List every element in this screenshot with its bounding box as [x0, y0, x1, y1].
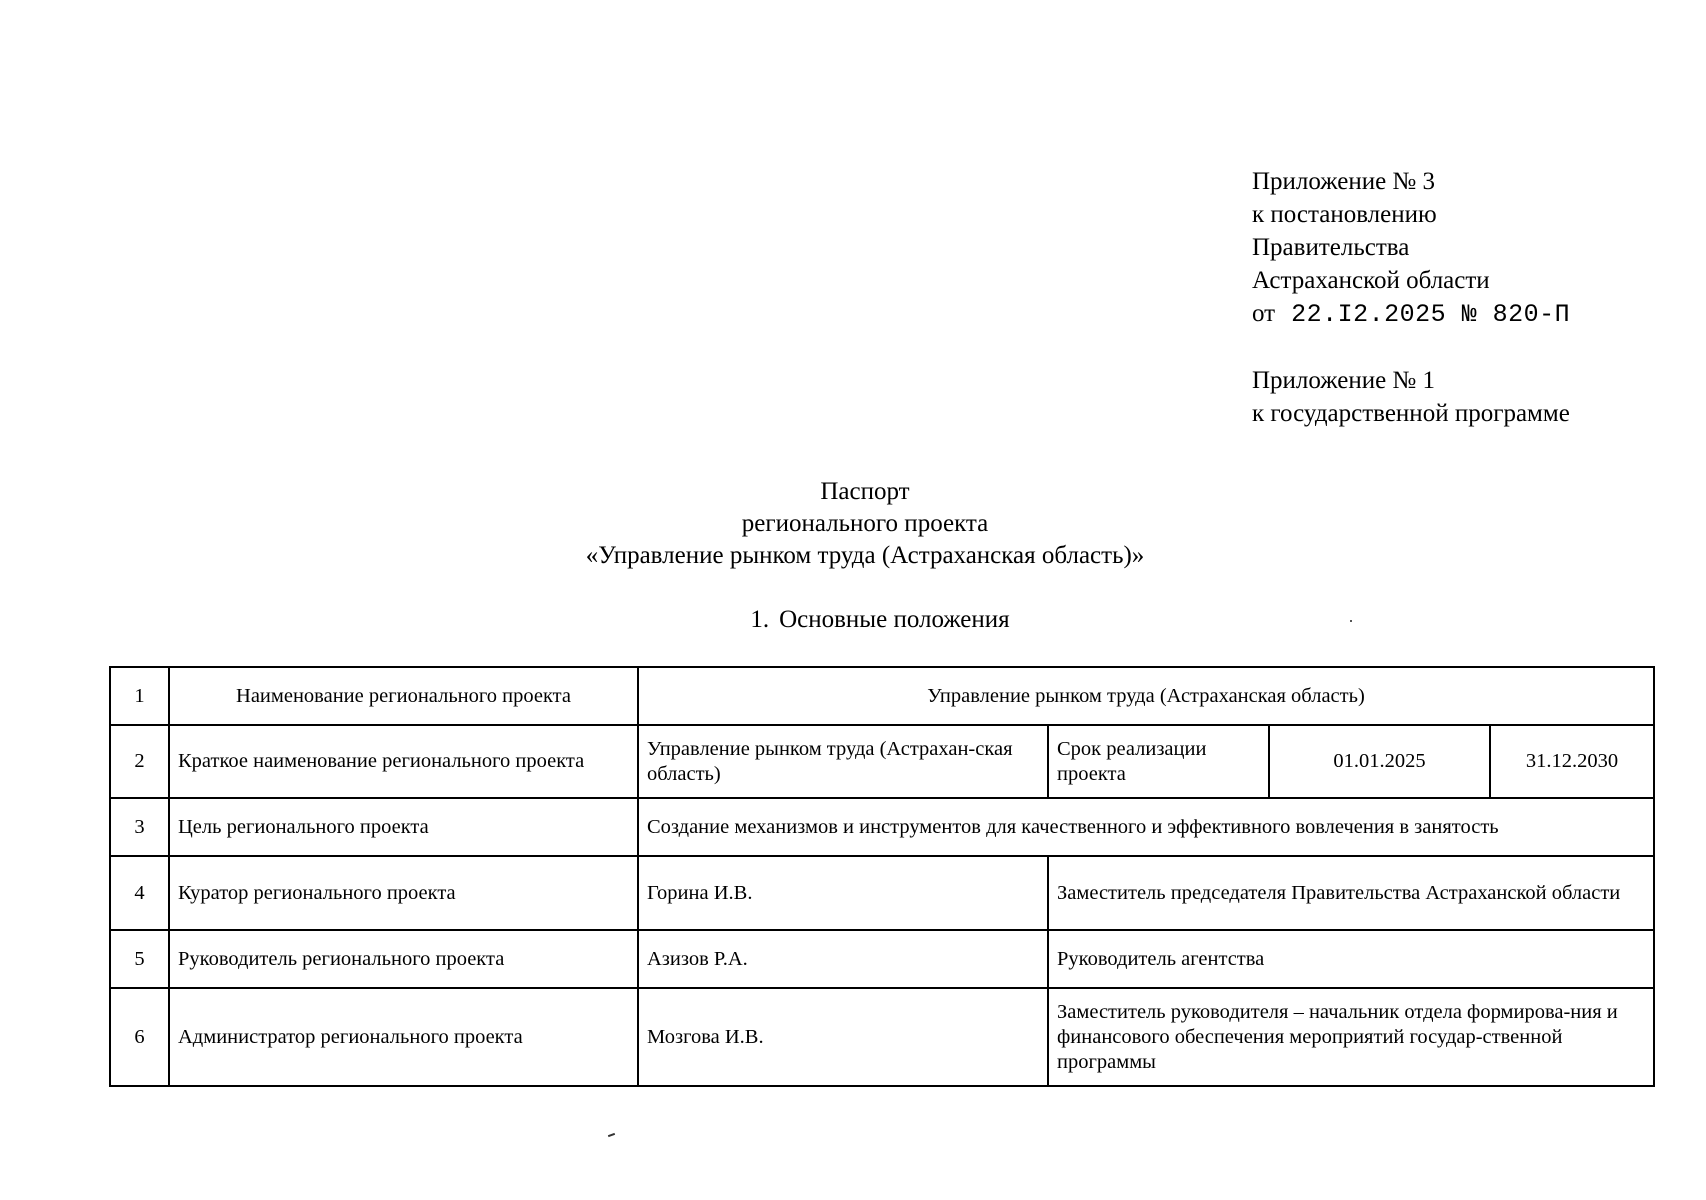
appendix-line: Астраханской области [1252, 267, 1490, 294]
resolution-date-number: 22.I2.2025 № 820-П [1291, 300, 1571, 329]
table-row [110, 798, 1654, 856]
row-number: 5 [110, 930, 169, 988]
row-number: 1 [110, 667, 169, 725]
appendix-line: Приложение № 1 [1252, 367, 1436, 394]
row-number: 2 [110, 725, 169, 798]
row-number: 3 [110, 798, 169, 856]
appendix-line: Правительства [1252, 234, 1410, 261]
person-position: Заместитель руководителя – начальник отдела формирова-ния и финансового обеспечения мероприятий государ-ственной программы [1048, 988, 1654, 1086]
table-row [110, 988, 1654, 1086]
row-label: Администратор регионального проекта [169, 988, 638, 1086]
person-name: Азизов Р.А. [638, 930, 1048, 988]
term-start-date: 01.01.2025 [1269, 725, 1490, 798]
table-row [110, 930, 1654, 988]
term-label: Срок реализации проекта [1048, 725, 1269, 798]
appendix-line: к государственной программе [1252, 400, 1570, 427]
row-value: Создание механизмов и инструментов для качественного и эффективного вовлечения в занятость [638, 798, 1654, 856]
row-label: Куратор регионального проекта [169, 856, 638, 930]
title-line: регионального проекта [741, 510, 989, 537]
row-value: Управление рынком труда (Астрахан-ская область) [638, 725, 1048, 798]
table-row [110, 725, 1654, 798]
section-heading [0, 604, 1706, 636]
person-position: Руководитель агентства [1048, 930, 1654, 988]
row-value: Управление рынком труда (Астраханская область) [638, 667, 1654, 725]
appendix-block [1252, 165, 1570, 430]
row-number: 4 [110, 856, 169, 930]
date-prefix: от [1252, 300, 1276, 327]
person-name: Мозгова И.В. [638, 988, 1048, 1086]
row-label: Краткое наименование регионального проекта [169, 725, 638, 798]
section-number: 1. [750, 606, 770, 633]
person-name: Горина И.В. [638, 856, 1048, 930]
title-line: Паспорт [820, 478, 910, 505]
term-end-date: 31.12.2030 [1490, 725, 1654, 798]
appendix-date-line [1252, 297, 1570, 331]
row-label: Руководитель регионального проекта [169, 930, 638, 988]
table-row [110, 667, 1654, 725]
section-label: Основные положения [779, 606, 1010, 633]
appendix-line: к постановлению [1252, 201, 1437, 228]
person-position: Заместитель председателя Правительства Астраханской области [1048, 856, 1654, 930]
scan-speck [1350, 620, 1352, 622]
row-number: 6 [110, 988, 169, 1086]
scan-mark [608, 1133, 615, 1137]
row-label: Наименование регионального проекта [169, 667, 638, 725]
row-label: Цель регионального проекта [169, 798, 638, 856]
table-row [110, 856, 1654, 930]
title-line: «Управление рынком труда (Астраханская область)» [585, 542, 1145, 569]
document-title [0, 476, 1706, 572]
appendix-line: Приложение № 3 [1252, 168, 1436, 195]
passport-table [109, 666, 1655, 1087]
